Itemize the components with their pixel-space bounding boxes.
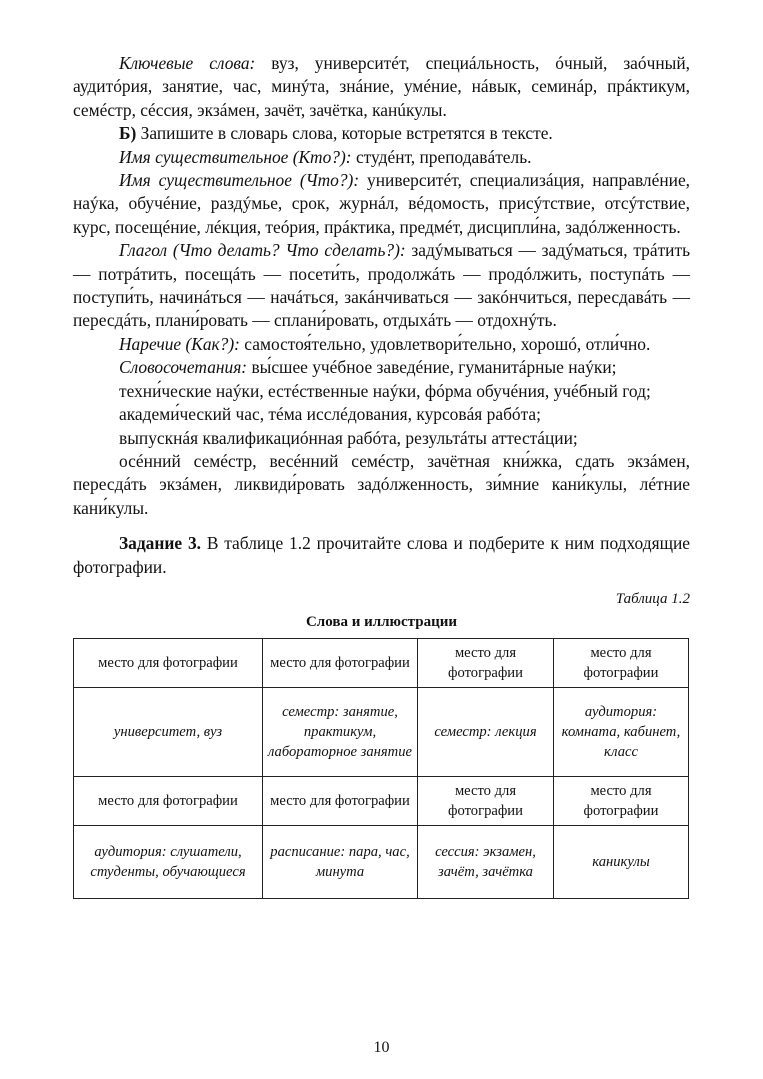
task-b-label: Б) (119, 123, 137, 144)
task-3-text: В таблице 1.2 прочитайте слова и подберите к ним подходящие фотографии. (73, 533, 690, 577)
noun-what-label: Имя существительное (Что?): (119, 170, 360, 191)
adverb-paragraph (73, 333, 690, 356)
noun-what-paragraph (73, 169, 690, 239)
collocations-paragraph (73, 356, 690, 379)
table-row (74, 687, 689, 776)
photo-placeholder-cell: место для фотографии (74, 638, 263, 687)
table-row (74, 638, 689, 687)
collocations-line-5: осéнний семéстр, весéнний семéстр, зачётная кни́жка, сдать экзáмен, пересдáть экзáмен, ликвиди́ровать задóлженность, зи́мние кани́кулы, лéтние кани́кулы. (73, 450, 690, 518)
word-cell: расписание: пара, час, минута (263, 825, 418, 898)
task-3-paragraph (73, 532, 690, 579)
task-3-label: Задание 3. (119, 533, 201, 554)
noun-who-paragraph (73, 146, 690, 169)
photo-placeholder-cell: место для фотографии (554, 638, 689, 687)
photo-placeholder-cell: место для фотографии (418, 638, 554, 687)
photo-placeholder-cell: место для фотографии (263, 776, 418, 825)
task-b-text: Запишите в словарь слова, которые встретятся в тексте. (136, 123, 553, 144)
keywords-label: Ключевые слова: (119, 53, 256, 73)
table-title: Слова и иллюстрации (305, 613, 458, 630)
adverb-text: самостоя́тельно, удовлетвори́тельно, хорошó, отли́чно. (239, 333, 651, 354)
words-illustrations-table (73, 638, 689, 899)
collocations-line-2: техни́ческие наýки, естéственные наýки, фóрма обучéния, учéбный год; (119, 380, 651, 401)
word-cell: каникулы (554, 825, 689, 898)
collocations-label: Словосочетания: (119, 357, 248, 378)
adverb-label: Наречие (Как?): (119, 333, 240, 354)
verb-text: задýмываться — задýматься, трáтить — потрáтить, посещáть — посети́ть, продолжáть — продóлжить, поступáть — поступи́ть, начинáться — начáться, закáнчиваться — закóнчиться, пересдавáть — пересдáть, плани́ровать — сплани́ровать, отдыхáть — отдохнýть. (73, 240, 691, 331)
page-number: 10 (373, 1039, 390, 1056)
collocations-line-4: выпускнáя квалификациóнная рабóта, результáты аттестáции; (119, 427, 578, 448)
page-content (73, 52, 690, 899)
noun-who-label: Имя существительное (Кто?): (119, 146, 352, 167)
word-cell: университет, вуз (74, 687, 263, 776)
verb-label: Глагол (Что делать? Что сделать?): (119, 240, 406, 261)
photo-placeholder-cell: место для фотографии (554, 776, 689, 825)
task-b-paragraph (73, 122, 690, 145)
noun-what-text: университéт, специализáция, направлéние, наýка, обучéние, раздýмье, срок, журнáл, вéдомость, присýтствие, отсýтствие, курс, посещéние, лéкция, теóрия, прáктика, предмéт, дисципли́на, задóлженность. (73, 170, 691, 237)
verb-paragraph (73, 239, 690, 333)
word-cell: семестр: лекция (418, 687, 554, 776)
noun-who-text: студéнт, преподавáтель. (351, 146, 532, 167)
photo-placeholder-cell: место для фотографии (263, 638, 418, 687)
keywords-paragraph (73, 52, 690, 122)
table-row (74, 776, 689, 825)
word-cell: аудитория: слушатели, студенты, обучающиеся (74, 825, 263, 898)
table-caption: Таблица 1.2 (615, 590, 690, 607)
collocations-text: вы́сшее учéбное заведéние, гуманитáрные наýки; (247, 357, 617, 378)
table-row (74, 825, 689, 898)
photo-placeholder-cell: место для фотографии (418, 776, 554, 825)
word-cell: сессия: экзамен, зачёт, зачётка (418, 825, 554, 898)
collocations-line-3: академи́ческий час, тéма исслéдования, курсовáя рабóта; (119, 404, 541, 425)
photo-placeholder-cell: место для фотографии (74, 776, 263, 825)
word-cell: аудитория: комната, кабинет, класс (554, 687, 689, 776)
keywords-text: вуз, университéт, специáльность, óчный, заóчный, аудитóрия, занятие, час, минýта, знáние, умéние, нáвык, семинáр, прáктикум, семéстр, сéссия, экзáмен, зачёт, зачётка, канúкулы. (73, 53, 690, 120)
word-cell: семестр: занятие, практикум, лабораторное занятие (263, 687, 418, 776)
